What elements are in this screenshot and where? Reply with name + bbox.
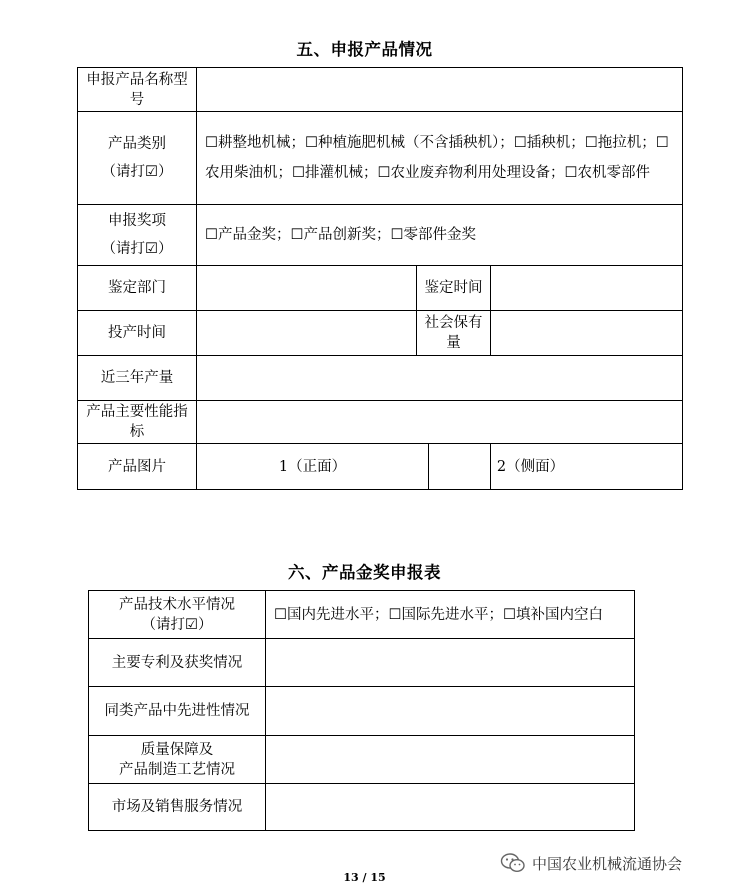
appraisal-dept-field[interactable]	[197, 266, 417, 311]
picture-front-label: 1（正面）	[197, 444, 429, 489]
product-pictures-label: 产品图片	[78, 444, 197, 490]
picture-front-slot[interactable]	[197, 444, 491, 490]
award-label-text: 申报奖项	[108, 213, 166, 229]
picture-side-slot[interactable]	[491, 444, 683, 490]
category-label-text: 产品类别	[108, 136, 166, 152]
tech-level-hint-text: （请打☑）	[141, 616, 213, 633]
product-info-table	[77, 67, 683, 490]
patents-label: 主要专利及获奖情况	[89, 639, 266, 687]
performance-label: 产品主要性能指标	[78, 401, 197, 444]
watermark-text: 中国农业机械流通协会	[532, 854, 683, 873]
production-time-label: 投产时间	[78, 311, 197, 356]
advancement-label: 同类产品中先进性情况	[89, 687, 266, 736]
award-hint-text: （请打☑）	[101, 241, 173, 257]
quality-label-line-2: 产品制造工艺情况	[119, 761, 235, 778]
product-category-label	[78, 112, 197, 205]
market-label: 市场及销售服务情况	[89, 784, 266, 831]
social-stock-field[interactable]	[491, 311, 683, 356]
award-type-options[interactable]: ☐产品金奖；☐产品创新奖；☐零部件金奖	[197, 205, 683, 266]
tech-level-label-text: 产品技术水平情况	[119, 596, 235, 613]
quality-field[interactable]	[266, 736, 635, 784]
advancement-field[interactable]	[266, 687, 635, 736]
tech-level-label	[89, 591, 266, 639]
award-type-label	[78, 205, 197, 266]
market-field[interactable]	[266, 784, 635, 831]
page-number: 13 / 15	[343, 871, 386, 884]
appraisal-time-field[interactable]	[491, 266, 683, 311]
appraisal-dept-label: 鉴定部门	[78, 266, 197, 311]
product-name-label: 申报产品名称型号	[78, 68, 197, 112]
three-year-output-field[interactable]	[197, 356, 683, 401]
picture-side-label: 2（侧面）	[496, 458, 565, 475]
section-5-heading: 五、申报产品情况	[296, 40, 433, 59]
picture-front-spacer	[429, 444, 491, 489]
patents-field[interactable]	[266, 639, 635, 687]
gold-award-table	[88, 590, 635, 831]
appraisal-time-label: 鉴定时间	[417, 266, 491, 311]
quality-label	[89, 736, 266, 784]
product-name-field[interactable]	[197, 68, 683, 112]
tech-level-options[interactable]: ☐国内先进水平；☐国际先进水平；☐填补国内空白	[266, 591, 635, 639]
product-category-options[interactable]: ☐耕整地机械；☐种植施肥机械（不含插秧机）；☐插秧机；☐拖拉机；☐农用柴油机；☐排灌机械；☐农业废弃物利用处理设备；☐农机零部件	[197, 112, 683, 205]
category-hint-text: （请打☑）	[101, 164, 173, 180]
quality-label-line-1: 质量保障及	[140, 741, 214, 758]
social-stock-label: 社会保有量	[417, 311, 491, 356]
performance-field[interactable]	[197, 401, 683, 444]
section-6-heading: 六、产品金奖申报表	[288, 563, 441, 582]
production-time-field[interactable]	[197, 311, 417, 356]
three-year-output-label: 近三年产量	[78, 356, 197, 401]
